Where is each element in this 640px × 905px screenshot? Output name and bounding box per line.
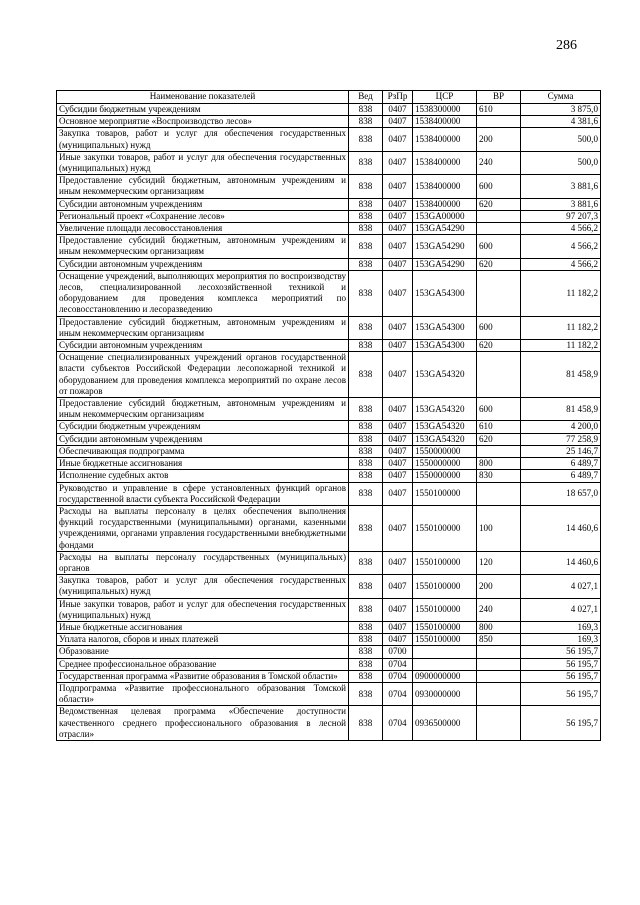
csr-cell [413,658,477,670]
ved-cell: 838 [349,258,383,270]
rzpr-cell: 0407 [383,223,413,235]
indicator-name-cell: Субсидии автономным учреждениям [57,433,349,445]
header-csr: ЦСР [413,91,477,104]
csr-cell: 1538400000 [413,128,477,151]
vr-cell: 600 [477,235,521,258]
table-row [57,458,601,470]
vr-cell [477,352,521,398]
ved-cell: 838 [349,470,383,482]
header-sum: Сумма [521,91,601,104]
vr-cell: 100 [477,505,521,551]
table-row [57,340,601,352]
rzpr-cell: 0407 [383,551,413,574]
table-row [57,470,601,482]
sum-cell: 14 460,6 [521,551,601,574]
vr-cell: 200 [477,128,521,151]
indicator-name-cell: Закупка товаров, работ и услуг для обеспечения государственных (муниципальных) нужд [57,128,349,151]
indicator-name-cell: Иные бюджетные ассигнования [57,621,349,633]
csr-cell: 1538300000 [413,104,477,116]
table-row [57,433,601,445]
sum-cell: 18 657,0 [521,482,601,505]
indicator-name-cell: Руководство и управление в сфере установленных функций органов государственной власти субъекта Российской Федерации [57,482,349,505]
rzpr-cell: 0407 [383,470,413,482]
table-row [57,551,601,574]
csr-cell: 153GA54300 [413,316,477,339]
sum-cell: 4 027,1 [521,598,601,621]
ved-cell: 838 [349,634,383,646]
table-row [57,210,601,222]
ved-cell: 838 [349,458,383,470]
indicator-name-cell: Субсидии бюджетным учреждениям [57,104,349,116]
vr-cell: 120 [477,551,521,574]
rzpr-cell: 0407 [383,445,413,457]
csr-cell: 1550100000 [413,575,477,598]
indicator-name-cell: Субсидии автономным учреждениям [57,198,349,210]
rzpr-cell: 0407 [383,210,413,222]
rzpr-cell: 0407 [383,116,413,128]
indicator-name-cell: Предоставление субсидий бюджетным, автономным учреждениям и иным некоммерческим организациям [57,398,349,421]
csr-cell: 1538400000 [413,151,477,174]
csr-cell: 0930000000 [413,682,477,705]
sum-cell: 4 027,1 [521,575,601,598]
indicator-name-cell: Субсидии автономным учреждениям [57,340,349,352]
vr-cell: 610 [477,421,521,433]
ved-cell: 838 [349,670,383,682]
rzpr-cell: 0704 [383,670,413,682]
sum-cell: 500,0 [521,151,601,174]
table-row [57,482,601,505]
vr-cell: 600 [477,316,521,339]
ved-cell: 838 [349,352,383,398]
csr-cell: 0936500000 [413,706,477,741]
table-row [57,575,601,598]
indicator-name-cell: Закупка товаров, работ и услуг для обеспечения государственных (муниципальных) нужд [57,575,349,598]
vr-cell: 200 [477,575,521,598]
ved-cell: 838 [349,151,383,174]
sum-cell: 77 258,9 [521,433,601,445]
rzpr-cell: 0407 [383,270,413,316]
vr-cell [477,482,521,505]
indicator-name-cell: Среднее профессиональное образование [57,658,349,670]
csr-cell: 1538400000 [413,198,477,210]
csr-cell: 153GA54290 [413,258,477,270]
ved-cell: 838 [349,575,383,598]
csr-cell: 153GA54320 [413,433,477,445]
ved-cell: 838 [349,198,383,210]
csr-cell: 1550000000 [413,470,477,482]
rzpr-cell: 0407 [383,235,413,258]
ved-cell: 838 [349,505,383,551]
rzpr-cell: 0407 [383,198,413,210]
rzpr-cell: 0407 [383,621,413,633]
indicator-name-cell: Субсидии автономным учреждениям [57,258,349,270]
csr-cell: 0900000000 [413,670,477,682]
vr-cell [477,706,521,741]
csr-cell: 1538400000 [413,175,477,198]
csr-cell: 153GA54320 [413,421,477,433]
indicator-name-cell: Оснащение специализированных учреждений органов государственной власти субъектов Российской Федерации лесопожарной техникой и оборудованием для проведения комплекса мероприятий по охране лесов от пожаров [57,352,349,398]
rzpr-cell: 0407 [383,128,413,151]
rzpr-cell: 0407 [383,316,413,339]
ved-cell: 838 [349,116,383,128]
rzpr-cell: 0407 [383,482,413,505]
vr-cell: 600 [477,175,521,198]
table-row [57,634,601,646]
vr-cell [477,116,521,128]
sum-cell: 4 566,2 [521,258,601,270]
table-row [57,258,601,270]
sum-cell: 25 146,7 [521,445,601,457]
sum-cell: 169,3 [521,621,601,633]
ved-cell: 838 [349,706,383,741]
sum-cell: 81 458,9 [521,352,601,398]
rzpr-cell: 0407 [383,104,413,116]
vr-cell [477,210,521,222]
vr-cell: 620 [477,258,521,270]
ved-cell: 838 [349,223,383,235]
rzpr-cell: 0700 [383,646,413,658]
ved-cell: 838 [349,340,383,352]
table-row [57,598,601,621]
vr-cell [477,270,521,316]
ved-cell: 838 [349,551,383,574]
csr-cell: 153GA54290 [413,235,477,258]
header-rzpr: РзПр [383,91,413,104]
indicator-name-cell: Увеличение площади лесовосстановления [57,223,349,235]
vr-cell [477,682,521,705]
header-vr: ВР [477,91,521,104]
rzpr-cell: 0407 [383,258,413,270]
vr-cell: 240 [477,151,521,174]
table-row [57,421,601,433]
indicator-name-cell: Оснащение учреждений, выполняющих мероприятия по воспроизводству лесов, специализированной лесохозяйственной техникой и оборудованием для проведения комплекса мероприятий по лесовосстановлению и лесоразведению [57,270,349,316]
ved-cell: 838 [349,235,383,258]
ved-cell: 838 [349,621,383,633]
table-row [57,646,601,658]
vr-cell: 620 [477,198,521,210]
csr-cell: 1550100000 [413,634,477,646]
rzpr-cell: 0407 [383,433,413,445]
rzpr-cell: 0407 [383,340,413,352]
sum-cell: 56 195,7 [521,706,601,741]
table-row [57,316,601,339]
sum-cell: 11 182,2 [521,270,601,316]
vr-cell [477,646,521,658]
table-row [57,128,601,151]
table-row [57,505,601,551]
sum-cell: 56 195,7 [521,670,601,682]
rzpr-cell: 0407 [383,598,413,621]
sum-cell: 4 381,6 [521,116,601,128]
indicator-name-cell: Подпрограмма «Развитие профессионального образования Томской области» [57,682,349,705]
rzpr-cell: 0407 [383,398,413,421]
csr-cell: 1550000000 [413,458,477,470]
csr-cell: 153GA54320 [413,398,477,421]
vr-cell: 800 [477,458,521,470]
sum-cell: 4 566,2 [521,235,601,258]
vr-cell [477,445,521,457]
rzpr-cell: 0407 [383,151,413,174]
csr-cell: 153GA54300 [413,270,477,316]
rzpr-cell: 0704 [383,706,413,741]
table-row [57,223,601,235]
vr-cell: 620 [477,340,521,352]
sum-cell: 6 489,7 [521,470,601,482]
rzpr-cell: 0704 [383,658,413,670]
table-row [57,670,601,682]
table-row [57,198,601,210]
table-row [57,175,601,198]
table-row [57,270,601,316]
indicator-name-cell: Основное мероприятие «Воспроизводство лесов» [57,116,349,128]
sum-cell: 56 195,7 [521,658,601,670]
budget-table [56,90,601,741]
page-number: 286 [556,38,577,53]
csr-cell: 153GA00000 [413,210,477,222]
indicator-name-cell: Расходы на выплаты персоналу государственных (муниципальных) органов [57,551,349,574]
sum-cell: 56 195,7 [521,682,601,705]
ved-cell: 838 [349,482,383,505]
indicator-name-cell: Исполнение судебных актов [57,470,349,482]
ved-cell: 838 [349,128,383,151]
csr-cell: 1550000000 [413,445,477,457]
vr-cell: 830 [477,470,521,482]
rzpr-cell: 0407 [383,352,413,398]
indicator-name-cell: Субсидии бюджетным учреждениям [57,421,349,433]
rzpr-cell: 0407 [383,175,413,198]
sum-cell: 169,3 [521,634,601,646]
sum-cell: 4 566,2 [521,223,601,235]
table-row [57,658,601,670]
sum-cell: 3 881,6 [521,198,601,210]
table-row [57,398,601,421]
header-indicator-name: Наименование показателей [57,91,349,104]
vr-cell [477,223,521,235]
vr-cell: 800 [477,621,521,633]
indicator-name-cell: Ведомственная целевая программа «Обеспечение доступности качественного среднего профессионального образования в лесной отрасли» [57,706,349,741]
sum-cell: 11 182,2 [521,316,601,339]
ved-cell: 838 [349,445,383,457]
header-ved: Вед [349,91,383,104]
sum-cell: 56 195,7 [521,646,601,658]
sum-cell: 6 489,7 [521,458,601,470]
rzpr-cell: 0407 [383,458,413,470]
indicator-name-cell: Предоставление субсидий бюджетным, автономным учреждениям и иным некоммерческим организациям [57,235,349,258]
rzpr-cell: 0407 [383,421,413,433]
rzpr-cell: 0407 [383,634,413,646]
table-row [57,621,601,633]
indicator-name-cell: Предоставление субсидий бюджетным, автономным учреждениям и иным некоммерческим организациям [57,175,349,198]
ved-cell: 838 [349,682,383,705]
table-row [57,116,601,128]
ved-cell: 838 [349,398,383,421]
vr-cell: 240 [477,598,521,621]
ved-cell: 838 [349,658,383,670]
vr-cell [477,658,521,670]
vr-cell: 620 [477,433,521,445]
csr-cell: 1550100000 [413,505,477,551]
ved-cell: 838 [349,175,383,198]
ved-cell: 838 [349,104,383,116]
indicator-name-cell: Предоставление субсидий бюджетным, автономным учреждениям и иным некоммерческим организациям [57,316,349,339]
csr-cell: 153GA54320 [413,352,477,398]
sum-cell: 11 182,2 [521,340,601,352]
rzpr-cell: 0407 [383,505,413,551]
table-row [57,151,601,174]
table-row [57,682,601,705]
table-row [57,235,601,258]
ved-cell: 838 [349,270,383,316]
sum-cell: 3 881,6 [521,175,601,198]
indicator-name-cell: Образование [57,646,349,658]
csr-cell: 153GA54290 [413,223,477,235]
sum-cell: 500,0 [521,128,601,151]
vr-cell [477,670,521,682]
ved-cell: 838 [349,646,383,658]
vr-cell: 850 [477,634,521,646]
ved-cell: 838 [349,421,383,433]
csr-cell [413,646,477,658]
csr-cell: 1550100000 [413,598,477,621]
indicator-name-cell: Расходы на выплаты персоналу в целях обеспечения выполнения функций государственными (муниципальными) органами, казенными учреждениями, органами управления государственными внебюджетными фондами [57,505,349,551]
indicator-name-cell: Государственная программа «Развитие образования в Томской области» [57,670,349,682]
table-header-row [57,91,601,104]
csr-cell: 1550100000 [413,551,477,574]
ved-cell: 838 [349,433,383,445]
table-row [57,445,601,457]
sum-cell: 81 458,9 [521,398,601,421]
vr-cell: 610 [477,104,521,116]
csr-cell: 1550100000 [413,482,477,505]
table-row [57,104,601,116]
csr-cell: 153GA54300 [413,340,477,352]
sum-cell: 4 200,0 [521,421,601,433]
sum-cell: 14 460,6 [521,505,601,551]
indicator-name-cell: Региональный проект «Сохранение лесов» [57,210,349,222]
csr-cell: 1550100000 [413,621,477,633]
indicator-name-cell: Иные бюджетные ассигнования [57,458,349,470]
rzpr-cell: 0407 [383,575,413,598]
indicator-name-cell: Иные закупки товаров, работ и услуг для обеспечения государственных (муниципальных) нужд [57,598,349,621]
csr-cell: 1538400000 [413,116,477,128]
ved-cell: 838 [349,598,383,621]
rzpr-cell: 0704 [383,682,413,705]
sum-cell: 3 875,0 [521,104,601,116]
vr-cell: 600 [477,398,521,421]
ved-cell: 838 [349,316,383,339]
ved-cell: 838 [349,210,383,222]
indicator-name-cell: Уплата налогов, сборов и иных платежей [57,634,349,646]
indicator-name-cell: Обеспечивающая подпрограмма [57,445,349,457]
sum-cell: 97 207,3 [521,210,601,222]
table-body [57,104,601,741]
indicator-name-cell: Иные закупки товаров, работ и услуг для обеспечения государственных (муниципальных) нужд [57,151,349,174]
table-row [57,352,601,398]
table-row [57,706,601,741]
